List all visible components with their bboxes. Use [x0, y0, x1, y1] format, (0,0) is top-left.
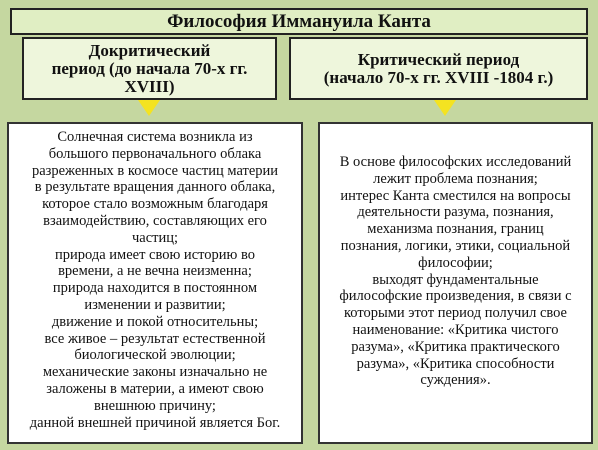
precritical-text-line: времени, а не вечна неизменна; — [58, 263, 252, 280]
critical-text-line: суждения». — [420, 372, 491, 389]
critical-text-line: философские произведения, в связи с — [339, 288, 572, 305]
precritical-text-line: взаимодействию, составляющих его — [43, 212, 267, 229]
precritical-text-line: в результате вращения данного облака, — [34, 179, 276, 196]
precritical-text-line: изменении и развитии; — [84, 296, 226, 313]
critical-header-line: Критический период — [357, 49, 520, 69]
precritical-text-line: внешнюю причину; — [94, 397, 216, 414]
precritical-period-header — [22, 37, 277, 100]
critical-text-line: наименование: «Критика чистого — [352, 321, 559, 338]
precritical-text-line: механические законы изначально не — [42, 364, 268, 381]
down-arrow-icon — [138, 100, 160, 116]
critical-text-line: выходят фундаментальные — [372, 271, 539, 288]
diagram-title — [10, 8, 588, 35]
critical-text-line: В основе философских исследований — [339, 154, 572, 170]
precritical-header-line: XVIII) — [124, 76, 175, 96]
critical-period-header — [289, 37, 588, 100]
precritical-header-line: Докритический — [88, 40, 211, 60]
precritical-header-line: период (до начала 70-х гг. — [51, 58, 248, 78]
precritical-text-line: разреженных в космосе частиц материи — [31, 162, 279, 179]
critical-text-line: интерес Канта сместился на вопросы — [340, 187, 571, 204]
precritical-text-line: частиц; — [131, 229, 179, 246]
critical-text-line: механизма познания, границ — [367, 221, 544, 238]
precritical-text-line: большого первоначального облака — [48, 145, 262, 162]
precritical-text-line: биологической эволюции; — [74, 347, 236, 364]
critical-text-line: философии; — [418, 254, 493, 271]
precritical-text-line: природа находится в постоянном — [52, 280, 258, 297]
precritical-text-line: данной внешней причиной является Бог. — [29, 414, 281, 431]
precritical-text-line: заложены в материи, а имеют свою — [46, 380, 264, 397]
critical-text-line: которыми этот период получил свое — [343, 305, 567, 322]
critical-text-line: лежит проблема познания; — [373, 170, 538, 187]
precritical-text-line: движение и покой относительны; — [51, 313, 259, 330]
title-text: Философия Иммануила Канта — [167, 10, 431, 32]
precritical-text-line: Солнечная система возникла из — [57, 129, 253, 145]
critical-content-box — [318, 122, 593, 444]
critical-text-line: познания, логики, этики, социальной — [340, 237, 571, 254]
critical-text-line: разума», «Критика способности — [356, 355, 555, 372]
precritical-content-box — [7, 122, 303, 444]
precritical-text-line: все живое – результат естественной — [44, 330, 266, 347]
precritical-text-line: которое стало возможным благодаря — [42, 196, 268, 213]
critical-text-line: деятельности разума, познания, — [357, 204, 554, 221]
down-arrow-icon — [434, 100, 456, 116]
critical-header-line: (начало 70-х гг. XVIII -1804 г.) — [323, 67, 554, 87]
precritical-text-line: природа имеет свою историю во — [54, 246, 255, 263]
critical-text-line: разума», «Критика практического — [351, 338, 560, 355]
